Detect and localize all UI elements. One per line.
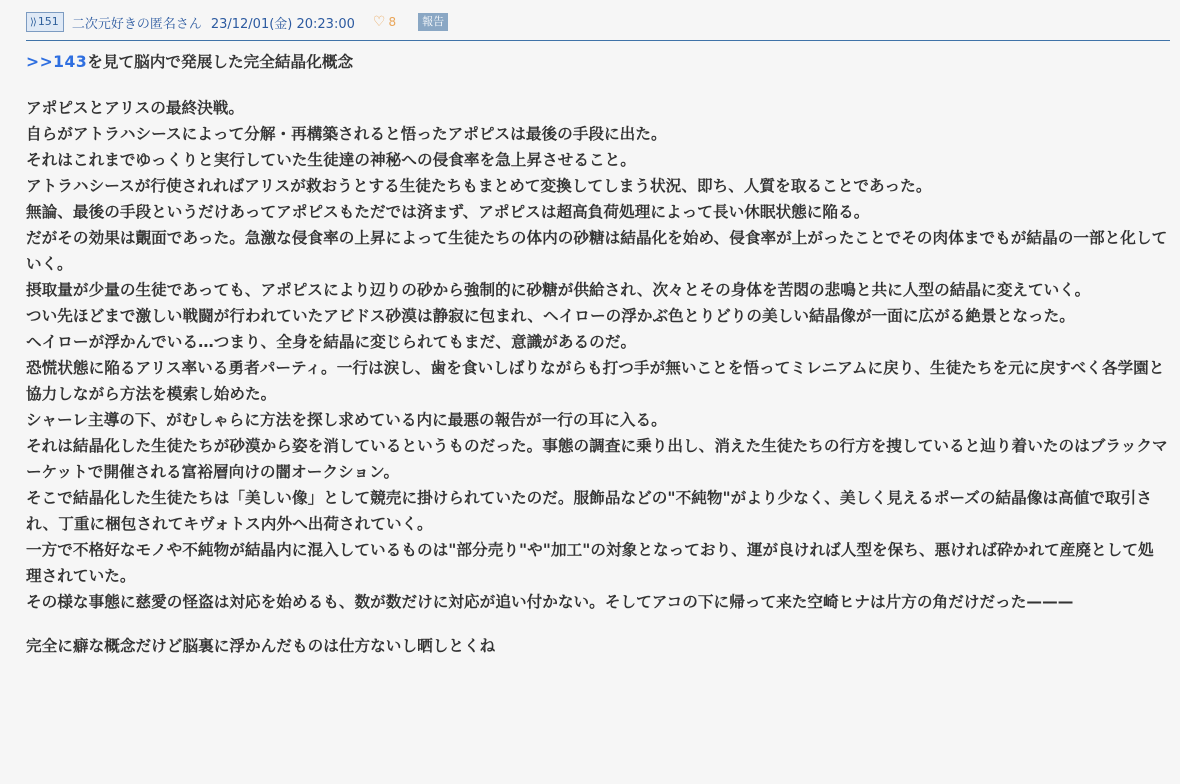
heart-icon: ♡ bbox=[372, 14, 386, 30]
paragraph: そこで結晶化した生徒たちは「美しい像」として競売に掛けられていたのだ。服飾品などの"不純物"がより少なく、美しく見えるポーズの結晶像は高値で取引され、丁重に梱包されてキヴォトス内外へ出荷されていく。 bbox=[26, 489, 1152, 533]
paragraph: ヘイローが浮かんでいる…つまり、全身を結晶に変じられてもまだ、意識があるのだ。 bbox=[26, 333, 637, 351]
reply-anchor-link[interactable]: >>143 bbox=[26, 53, 88, 71]
paragraph: それは結晶化した生徒たちが砂漠から姿を消しているというものだった。事態の調査に乗り出し、消えた生徒たちの行方を捜していると辿り着いたのはブラックマーケットで開催される富裕層向けの闇オークション。 bbox=[26, 437, 1168, 481]
paragraph: シャーレ主導の下、がむしゃらに方法を探し求めている内に最悪の報告が一行の耳に入る。 bbox=[26, 411, 667, 429]
paragraph: 無論、最後の手段というだけあってアポピスもただでは済まず、アポピスは超高負荷処理によって長い休眠状態に陥る。 bbox=[26, 203, 870, 221]
paragraph: それはこれまでゆっくりと実行していた生徒達の神秘への侵食率を急上昇させること。 bbox=[26, 151, 636, 169]
paragraph: アトラハシースが行使されればアリスが救おうとする生徒たちもまとめて変換してしまう状況、即ち、人質を取ることであった。 bbox=[26, 177, 932, 195]
story-body bbox=[26, 95, 1168, 615]
paragraph: つい先ほどまで激しい戦闘が行われていたアビドス砂漠は静寂に包まれ、ヘイローの浮かぶ色とりどりの美しい結晶像が一面に広がる絶景となった。 bbox=[26, 307, 1075, 325]
like-count: 8 bbox=[388, 15, 397, 29]
paragraph: その様な事態に慈愛の怪盗は対応を始めるも、数が数だけに対応が追い付かない。そしてアコの下に帰って来た空崎ヒナは片方の角だけだった——— bbox=[26, 593, 1074, 611]
paragraph: 自らがアトラハシースによって分解・再構築されると悟ったアポピスは最後の手段に出た。 bbox=[26, 125, 667, 143]
paragraph: 一方で不格好なモノや不純物が結晶内に混入しているものは"部分売り"や"加工"の対象となっており、運が良ければ人型を保ち、悪ければ砕かれて産廃として処理されていた。 bbox=[26, 541, 1154, 585]
paragraph: 恐慌状態に陥るアリス率いる勇者パーティ。一行は涙し、歯を食いしばりながらも打つ手が無いことを悟ってミレニアムに戻り、生徒たちを元に戻すべく各学園と協力しながら方法を模索し始めた。 bbox=[26, 359, 1165, 403]
paragraph: アポピスとアリスの最終決戦。 bbox=[26, 99, 245, 117]
report-button[interactable]: 報告 bbox=[418, 13, 448, 31]
post-header bbox=[26, 10, 448, 34]
post-datetime: 23/12/01(金) 20:23:00 bbox=[210, 16, 355, 32]
spacer bbox=[26, 615, 1168, 633]
paragraph: 摂取量が少量の生徒であっても、アポピスにより辺りの砂から強制的に砂糖が供給され、次々とその身体を苦悶の悲鳴と共に人型の結晶に変えていく。 bbox=[26, 281, 1091, 299]
post-body bbox=[26, 49, 1168, 659]
author-name: 二次元好きの匿名さん bbox=[71, 16, 202, 32]
post-number: 151 bbox=[37, 15, 59, 28]
reply-line bbox=[26, 49, 1168, 75]
closing-remark: 完全に癖な概念だけど脳裏に浮かんだものは仕方ないし晒しとくね bbox=[26, 637, 496, 655]
paragraph: だがその効果は覿面であった。急激な侵食率の上昇によって生徒たちの体内の砂糖は結晶化を始め、侵食率が上がったことでその肉体までもが結晶の一部と化していく。 bbox=[26, 229, 1168, 273]
double-chevron-right-icon: ⟩⟩ bbox=[30, 17, 36, 28]
reply-text: を見て脳内で発展した完全結晶化概念 bbox=[87, 53, 354, 71]
spacer bbox=[26, 75, 1168, 95]
post-number-link[interactable] bbox=[26, 12, 64, 32]
like-button[interactable] bbox=[373, 15, 396, 29]
header-divider bbox=[26, 40, 1170, 41]
